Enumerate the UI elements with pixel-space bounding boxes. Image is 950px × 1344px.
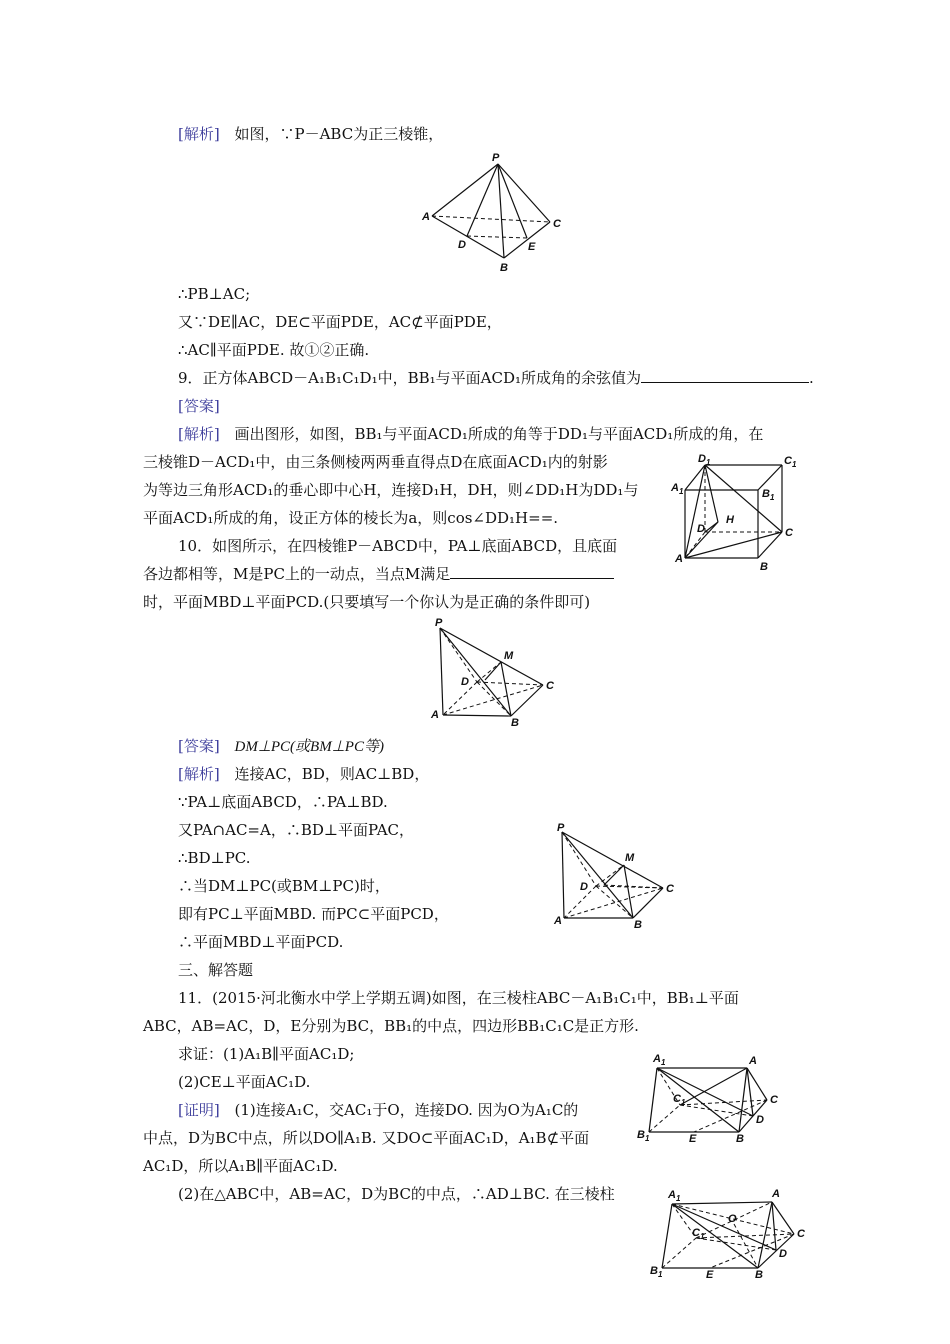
solution-text: 画出图形，如图，BB₁与平面ACD₁所成的角等于DD₁与平面ACD₁所成的角，在 (234, 425, 764, 443)
solution-line-1 (178, 124, 443, 144)
section-heading: 三、解答题 (178, 961, 254, 979)
label-e: E (689, 1133, 697, 1145)
label-b1: $B_1$ (762, 488, 775, 502)
solution-9-line-3: 为等边三角形ACD₁的垂心即中心H，连接D₁H，DH，则∠DD₁H为DD₁与 (143, 481, 639, 499)
label-p: P (557, 822, 565, 834)
figure-tetrahedron (420, 150, 570, 275)
label-a: A (749, 1055, 757, 1067)
label-c: C (553, 218, 561, 230)
solution-10-line-4: ∴BD⊥PC. (178, 849, 251, 867)
label-a: A (675, 553, 683, 565)
label-m: M (504, 650, 514, 662)
label-c: C (666, 883, 674, 895)
question-10-line-3: 时，平面MBD⊥平面PCD.(只要填写一个你认为是正确的条件即可) (143, 593, 591, 611)
solution-9-line-1 (178, 424, 763, 444)
figure-pyramid (425, 618, 565, 728)
solution-9-line-4: 平面ACD₁所成的角，设正方体的棱长为a，则cos∠DD₁H==. (143, 509, 559, 527)
label-e: E (706, 1269, 714, 1281)
label-d: D (458, 239, 466, 251)
figure-prism (635, 1050, 790, 1145)
label-b: B (500, 262, 508, 274)
answer-10 (178, 736, 384, 757)
label-d1: $D_1$ (698, 453, 711, 467)
question-11-line-2: ABC，AB=AC，D，E分别为BC，BB₁的中点，四边形BB₁C₁C是正方形. (143, 1017, 639, 1035)
answer-text: DM⊥PC(或BM⊥PC等) (234, 739, 384, 755)
proof-11-line-2: 中点，D为BC中点，所以DO∥A₁B. 又DO⊂平面AC₁D，A₁B⊄平面 (143, 1129, 590, 1147)
label-b: B (760, 561, 768, 573)
proof-text: (1)连接A₁C，交AC₁于O，连接DO. 因为O为A₁C的 (234, 1101, 579, 1119)
label-h: H (726, 514, 734, 526)
solution-line-2: ∴PB⊥AC; (178, 285, 251, 303)
question-11-line-3: 求证：(1)A₁B∥平面AC₁D; (178, 1045, 355, 1063)
label-b: B (511, 717, 519, 729)
question-10-line-2 (143, 564, 614, 584)
solution-line-4: ∴AC∥平面PDE. 故①②正确. (178, 341, 370, 359)
solution-10-line-2: ∵PA⊥底面ABCD，∴PA⊥BD. (178, 793, 388, 811)
figure-cube (670, 450, 810, 575)
label-c1: $C_1$ (673, 1093, 686, 1107)
answer-tag: [答案] (178, 737, 220, 755)
label-b: B (736, 1133, 744, 1145)
proof-tag: [证明] (178, 1101, 220, 1119)
solution-10-line-5: ∴当DM⊥PC(或BM⊥PC)时， (178, 877, 390, 895)
label-d: D (461, 676, 469, 688)
label-m: M (625, 852, 635, 864)
answer-tag-line (178, 396, 220, 416)
label-p: P (435, 617, 443, 629)
solution-line-3: 又∵DE∥AC，DE⊂平面PDE，AC⊄平面PDE， (178, 313, 502, 331)
label-d: D (697, 523, 705, 535)
answer-blank (641, 368, 809, 383)
solution-text: 连接AC，BD，则AC⊥BD， (234, 765, 430, 783)
question-9 (178, 368, 814, 388)
label-d: D (756, 1114, 764, 1126)
solution-10-line-7: ∴平面MBD⊥平面PCD. (178, 933, 344, 951)
label-a1: $A_1$ (671, 482, 684, 496)
label-a: A (772, 1188, 780, 1200)
question-text: 各边都相等，M是PC上的一动点，当点M满足 (143, 565, 451, 583)
label-d: D (580, 881, 588, 893)
proof-11-line-1 (178, 1100, 578, 1120)
label-b: B (634, 919, 642, 931)
label-p: P (492, 152, 500, 164)
label-c1: $C_1$ (692, 1227, 705, 1241)
answer-tag: [答案] (178, 397, 220, 415)
label-b1: $B_1$ (637, 1129, 650, 1143)
label-e: E (528, 241, 536, 253)
analysis-tag: [解析] (178, 125, 220, 143)
question-11-line-4: (2)CE⊥平面AC₁D. (178, 1073, 311, 1091)
label-a: A (422, 211, 430, 223)
question-10-line-1: 10．如图所示，在四棱锥P－ABCD中，PA⊥底面ABCD，且底面 (178, 537, 618, 555)
solution-9-line-2: 三棱锥D－ACD₁中，由三条侧棱两两垂直得点D在底面ACD₁内的射影 (143, 453, 608, 471)
question-text: 9．正方体ABCD－A₁B₁C₁D₁中，BB₁与平面ACD₁所成角的余弦值为 (178, 369, 642, 387)
figure-prism-proof (648, 1186, 808, 1286)
solution-10-line-6: 即有PC⊥平面MBD. 而PC⊂平面PCD， (178, 905, 449, 923)
label-c: C (546, 680, 554, 692)
label-a1: $A_1$ (668, 1189, 681, 1203)
label-c: C (785, 527, 793, 539)
analysis-tag: [解析] (178, 765, 220, 783)
solution-10-line-3: 又PA∩AC=A，∴BD⊥平面PAC， (178, 821, 415, 839)
label-o: O (728, 1213, 737, 1225)
label-c: C (770, 1094, 778, 1106)
question-11-line-1: 11．(2015·河北衡水中学上学期五调)如图，在三棱柱ABC－A₁B₁C₁中，BB₁⊥平面 (178, 989, 739, 1007)
proof-11-line-3: AC₁D，所以A₁B∥平面AC₁D. (143, 1157, 338, 1175)
solution-text: 如图，∵P－ABC为正三棱锥， (234, 125, 444, 143)
label-a: A (554, 915, 562, 927)
label-d: D (779, 1248, 787, 1260)
figure-pyramid-solution (548, 822, 688, 932)
label-b: B (755, 1269, 763, 1281)
analysis-tag: [解析] (178, 425, 220, 443)
label-a1: $A_1$ (653, 1053, 666, 1067)
label-b1: $B_1$ (650, 1265, 663, 1279)
proof-11-line-4: (2)在△ABC中，AB=AC，D为BC的中点，∴AD⊥BC. 在三棱柱 (178, 1185, 615, 1203)
label-c1: $C_1$ (784, 455, 797, 469)
label-a: A (431, 709, 439, 721)
label-c: C (797, 1228, 805, 1240)
solution-10-line-1 (178, 764, 429, 784)
answer-blank (450, 564, 614, 579)
question-end: . (809, 369, 814, 387)
